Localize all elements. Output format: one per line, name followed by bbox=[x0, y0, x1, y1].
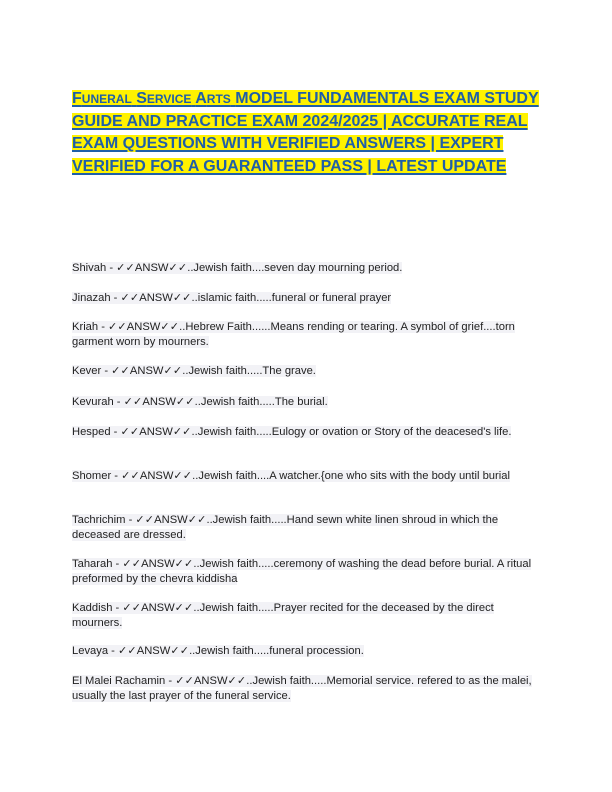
list-item: Tachrichim - ✓✓ANSW✓✓..Jewish faith.....Hand sewn white linen shroud in which the deceased are dressed. bbox=[72, 514, 499, 541]
list-item: Taharah - ✓✓ANSW✓✓..Jewish faith.....ceremony of washing the dead before burial. A ritual preformed by the chevra kiddisha bbox=[72, 558, 532, 585]
list-item: Shomer - ✓✓ANSW✓✓..Jewish faith....A watcher.{one who sits with the body until burial bbox=[72, 470, 510, 482]
document-title bbox=[72, 88, 542, 178]
list-item: Kaddish - ✓✓ANSW✓✓..Jewish faith.....Prayer recited for the deceased by the direct mourners. bbox=[72, 602, 494, 629]
list-item: El Malei Rachamin - ✓✓ANSW✓✓..Jewish faith.....Memorial service. refered to as the malei, usually the last prayer of the funeral service. bbox=[72, 675, 532, 702]
list-item: Hesped - ✓✓ANSW✓✓..Jewish faith.....Eulogy or ovation or Story of the deacesed's life. bbox=[72, 426, 512, 438]
list-item: Shivah - ✓✓ANSW✓✓..Jewish faith....seven day mourning period. bbox=[72, 262, 403, 274]
list-item: Kriah - ✓✓ANSW✓✓..Hebrew Faith......Means rending or tearing. A symbol of grief....torn garment worn by mourners. bbox=[72, 321, 515, 348]
list-item: Kevurah - ✓✓ANSW✓✓..Jewish faith.....The burial. bbox=[72, 396, 328, 408]
title-smallcaps-2: SERVICE bbox=[136, 90, 192, 107]
title-smallcaps-3: ARTS bbox=[195, 90, 231, 107]
title-smallcaps-1: FUNERAL bbox=[72, 90, 132, 107]
list-item: Jinazah - ✓✓ANSW✓✓..islamic faith.....funeral or funeral prayer bbox=[72, 292, 392, 304]
list-item: Levaya - ✓✓ANSW✓✓..Jewish faith.....funeral procession. bbox=[72, 645, 364, 657]
title-rest: MODEL FUNDAMENTALS EXAM STUDY GUIDE AND PRACTICE EXAM 2024/2025 | ACCURATE REAL EXAM QUESTIONS WITH VERIFIED ANSWERS | EXPERT VERIFIED FOR A GUARANTEED PASS | LATEST UPDATE bbox=[72, 90, 539, 175]
title-highlight bbox=[72, 90, 539, 175]
list-item: Kever - ✓✓ANSW✓✓..Jewish faith.....The grave. bbox=[72, 365, 316, 377]
